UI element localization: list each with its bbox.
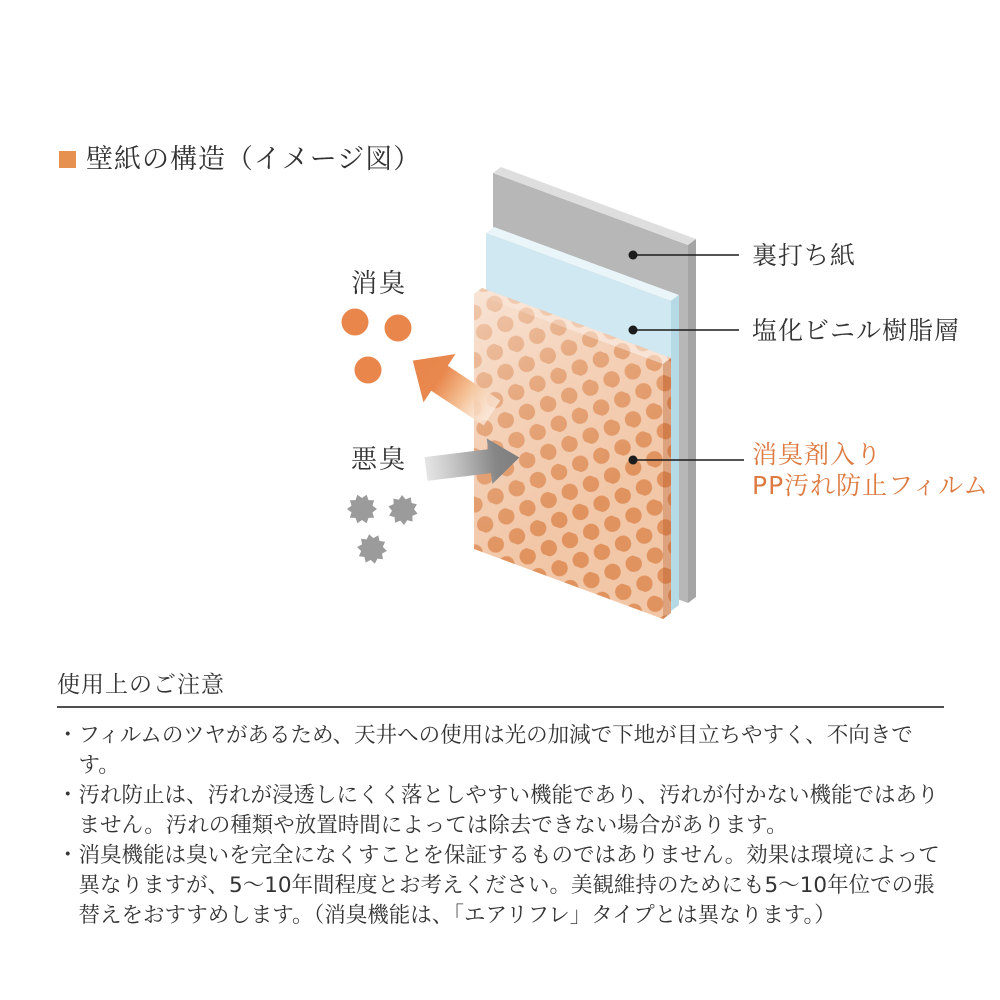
pointer-dot-vinyl xyxy=(629,326,638,335)
deodorant-particle-3 xyxy=(355,357,382,384)
note-bullet: ・ xyxy=(57,783,79,808)
note-bullet: ・ xyxy=(57,723,79,748)
pointer-dot-backing xyxy=(629,251,638,260)
vinyl-resin-label: 塩化ビニル樹脂層 xyxy=(752,316,961,345)
deodorant-particle-2 xyxy=(385,315,412,342)
usage-notes-list xyxy=(57,721,944,931)
odor-particle-3 xyxy=(355,533,388,565)
note-item xyxy=(57,721,944,781)
odor-particle-2 xyxy=(385,492,421,527)
note-text: 消臭機能は臭いを完全になくすことを保証するものではありません。効果は環境によって異なりますが、5〜10年間程度とお考えください。美観維持のためにも5〜10年位での張替えをおすすめします。（消臭機能は、「エアリフレ」タイプとは異なります。） xyxy=(78,843,940,928)
odor-label: 悪臭 xyxy=(351,445,408,475)
film-label-line1: 消臭剤入り xyxy=(752,440,883,469)
backing-paper-label: 裏打ち紙 xyxy=(752,241,857,270)
film-layer-right-edge-shade xyxy=(663,358,671,619)
usage-notes-heading: 使用上のご注意 xyxy=(57,672,225,698)
note-text: 汚れ防止は、汚れが浸透しにくく落としやすい機能であり、汚れが付かない機能ではありません。汚れの種類や放置時間によっては除去できない場合があります。 xyxy=(78,783,939,838)
note-bullet: ・ xyxy=(57,843,79,868)
pointer-dot-film xyxy=(629,456,638,465)
usage-notes xyxy=(57,666,944,931)
deodorant-particles xyxy=(342,309,412,384)
odor-particle-1 xyxy=(347,495,377,524)
usage-notes-divider xyxy=(57,706,944,708)
note-item xyxy=(57,781,944,841)
deodorant-particle-1 xyxy=(342,309,369,336)
note-text: フィルムのツヤがあるため、天井への使用は光の加減で下地が目立ちやすく、不向きです。 xyxy=(78,723,913,778)
deodorize-label: 消臭 xyxy=(351,269,408,299)
film-label-line2: PP汚れ防止フィルム xyxy=(752,471,990,500)
backing-layer-right-edge xyxy=(688,239,696,603)
vinyl-layer-right-edge xyxy=(671,295,679,611)
odor-particles xyxy=(347,492,421,565)
page-title: 壁紙の構造（イメージ図） xyxy=(86,144,422,175)
note-item xyxy=(57,841,944,931)
